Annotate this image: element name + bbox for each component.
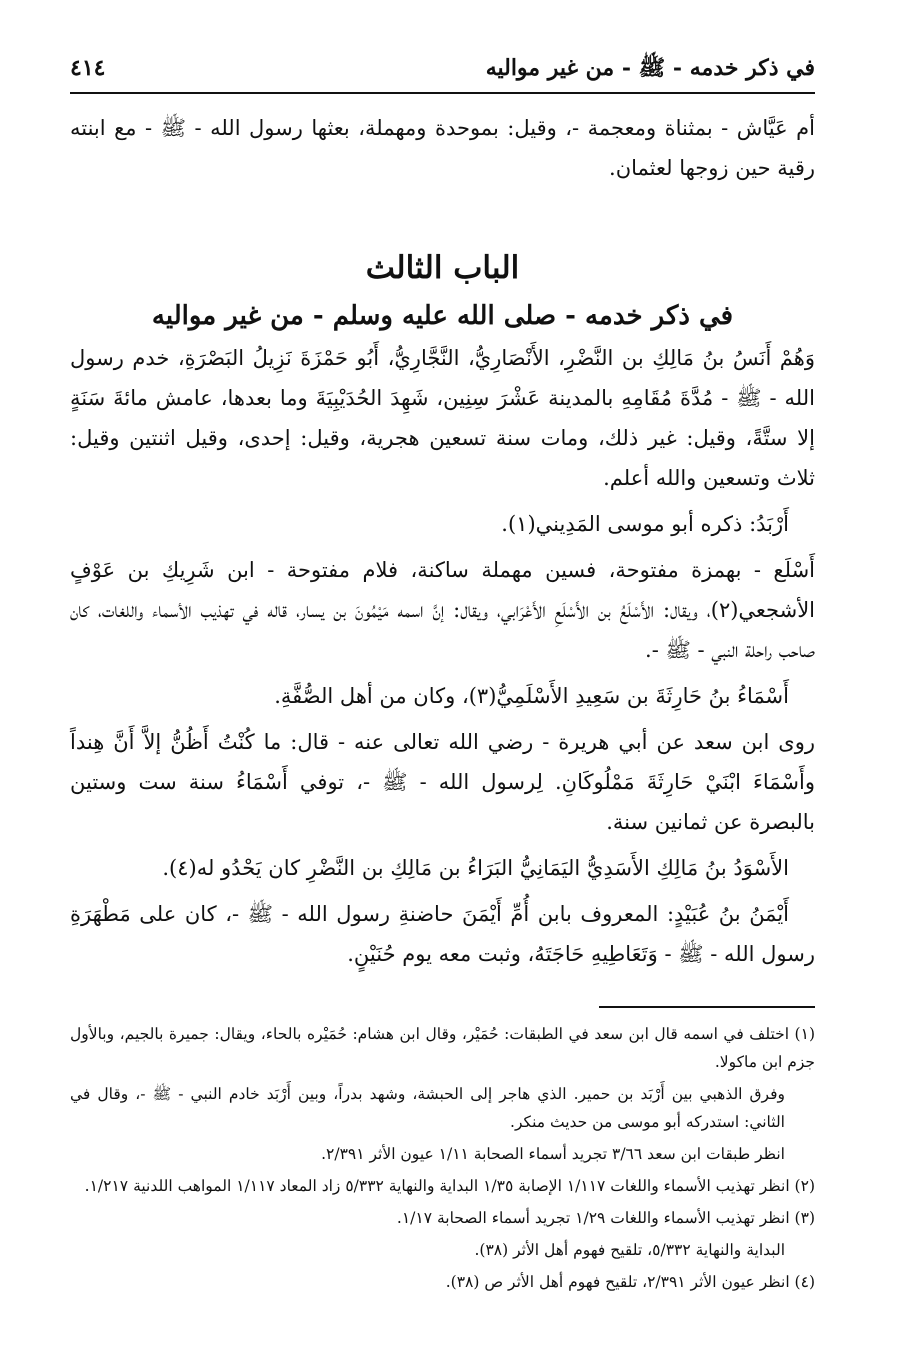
running-title: في ذكر خدمه - ﷺ - من غير مواليه bbox=[485, 55, 815, 81]
entry-arbad: أَرْبَدُ: ذكره أبو موسى المَدِيني(١). bbox=[501, 512, 789, 536]
entry-aswad: الأَسْوَدُ بنُ مَالِكِ الأَسَدِيُّ اليَمَانِيُّ البَرَاءُ بن مَالِكِ بن النَّضْرِ كان يَحْدُو له(٤). bbox=[162, 856, 789, 880]
footnote-3-continued: البداية والنهاية ٥/٣٣٢، تلقيح فهوم أهل الأثر (٣٨). bbox=[474, 1241, 785, 1259]
main-text bbox=[70, 108, 815, 974]
footnote-4: (٤) انظر عيون الأثر ٢/٣٩١، تلقيح فهوم أهل الأثر ص (٣٨). bbox=[445, 1273, 815, 1291]
entry-asmaa: أَسْمَاءُ بنُ حَارِثَةَ بن سَعِيدِ الأَسْلَمِيُّ(٣)، وكان من أهل الصُّفَّةِ. bbox=[274, 684, 789, 708]
entry-ayman: أَيْمَنُ بنُ عُبَيْدٍ: المعروف بابن أُمِّ أَيْمَنَ حاضنةِ رسول الله - ﷺ -، كان على مَطْهَرَةِ رسول الله - ﷺ - وَتَعَاطِيهِ حَاجَتَهُ، وثبت معه يوم حُنَيْنٍ. bbox=[70, 902, 815, 966]
chapter-title: الباب الثالث bbox=[365, 250, 520, 286]
paragraph-continuation: أم عَيَّاش - بمثناة ومعجمة -، وقيل: بموحدة ومهملة، بعثها رسول الله - ﷺ - مع ابنته رقية حين زوجها لعثمان. bbox=[70, 116, 815, 180]
footnotes bbox=[70, 1020, 815, 1300]
footnote-3: (٣) انظر تهذيب الأسماء واللغات ١/٢٩ تجريد أسماء الصحابة ١/١٧. bbox=[396, 1209, 815, 1227]
entry-asmaa-narration: روى ابن سعد عن أبي هريرة - رضي الله تعالى عنه - قال: ما كُنْتُ أَظُنُّ إلاَّ أَنَّ هِنداً وأَسْمَاءَ ابْنَيْ حَارِثَةَ مَمْلُوكَانِ. لِرسول الله - ﷺ -، توفي أَسْمَاءُ سنة ست وستين بالبصرة عن ثمانين سنة. bbox=[70, 730, 815, 834]
footnote-divider bbox=[599, 1006, 815, 1008]
footnote-1-references: انظر طبقات ابن سعد ٣/٦٦ تجريد أسماء الصحابة ١/١١ عيون الأثر ٢/٣٩١. bbox=[321, 1145, 785, 1163]
entry-anas: وَهُمْ أَنَسُ بنُ مَالِكِ بن النَّضْرِ، الأَنْصَارِيُّ، النَّجَّارِيُّ، أَبُو حَمْزَةَ نَزِيلُ البَصْرَةِ، خدم رسول الله - ﷺ - مُدَّةَ مُقَامِهِ بالمدينة عَشْرَ سِنِين، شَهِدَ الحُدَيْبِيَةَ وما بعدها، عامش مائةَ سَنَةٍ إلا ستَّةً، وقيل: غير ذلك، ومات سنة تسعين هجرية، وقيل: إحدى، وقيل اثنتين وقيل: ثلاث وتسعين والله أعلم. bbox=[70, 346, 815, 490]
chapter-subtitle: في ذكر خدمه - صلى الله عليه وسلم - من غير مواليه bbox=[151, 301, 734, 331]
footnote-1: (١) اختلف في اسمه قال ابن سعد في الطبقات: حُمَيْر، وقال ابن هشام: حُمَيْره بالحاء، ويقال: جميرة بالجيم، وبالأول جزم ابن ماكولا. bbox=[70, 1025, 815, 1071]
footnote-2: (٢) انظر تهذيب الأسماء واللغات ١/١١٧ الإصابة ١/٣٥ البداية والنهاية ٥/٣٣٢ زاد المعاد ١/١١٧ المواهب اللدنية ١/٢١٧. bbox=[84, 1177, 815, 1195]
running-header bbox=[70, 54, 815, 94]
entry-aslaa: أَسْلَع - بهمزة مفتوحة، فسين مهملة ساكنة، فلام مفتوحة - ابن شَرِيكِ بن عَوْفٍ الأشجعي(٢)، ويقال: الأَسْلَعُ بن الأَسْلَعِ الأَعْرَابي، ويقال: إنَّ اسمه مَيْمُونَ بن يسار، قاله في تهذيب الأسماء واللغات، كان صاحب راحلة النبي - ﷺ -. bbox=[70, 558, 816, 662]
footnote-1-continued: وفرق الذهبي بين أَرْبَد بن حمير. الذي هاجر إلى الحبشة، وشهد بدراً، وبين أَرْبَد خادم النبي - ﷺ -، وقال في الثاني: استدركه أبو موسى من حديث منكر. bbox=[70, 1085, 785, 1131]
page-number: ٤١٤ bbox=[70, 55, 106, 81]
spacer bbox=[70, 188, 815, 244]
